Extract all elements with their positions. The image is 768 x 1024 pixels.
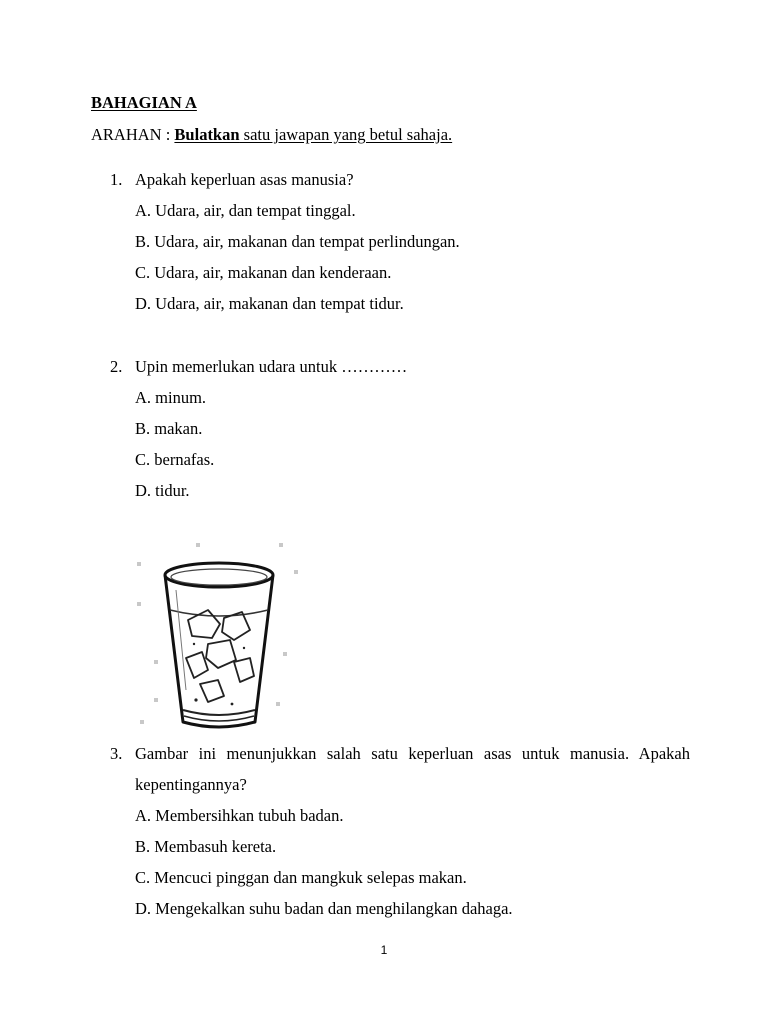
instruction-keyword: Bulatkan [174,125,240,144]
options-list [110,195,690,319]
option-c[interactable]: C. Udara, air, makanan dan kenderaan. [135,263,392,282]
question-3 [110,738,690,924]
option-c[interactable]: C. Mencuci pinggan dan mangkuk selepas makan. [135,868,467,887]
option-b[interactable]: B. makan. [135,419,203,438]
question-number: 2. [110,357,123,376]
question-text: Gambar ini menunjukkan salah satu keperluan asas untuk manusia. Apakah kepentingannya? [135,744,690,794]
question-1 [110,164,690,319]
question-text: Upin memerlukan udara untuk ………… [135,357,408,376]
option-a[interactable]: A. Udara, air, dan tempat tinggal. [135,201,356,220]
option-b[interactable]: B. Udara, air, makanan dan tempat perlindungan. [135,232,460,251]
instruction-rest: satu jawapan yang betul sahaja. [239,125,453,144]
options-list [110,800,690,924]
option-d[interactable]: D. Udara, air, makanan dan tempat tidur. [135,294,404,313]
option-d[interactable]: D. Mengekalkan suhu badan dan menghilangkan dahaga. [135,899,513,918]
option-a[interactable]: A. minum. [135,388,207,407]
question-number: 3. [110,744,123,763]
option-d[interactable]: D. tidur. [135,481,190,500]
question-2 [110,351,690,506]
option-a[interactable]: A. Membersihkan tubuh badan. [135,806,344,825]
section-title: BAHAGIAN A [91,93,197,112]
option-b[interactable]: B. Membasuh kereta. [135,837,277,856]
instruction-prefix: ARAHAN : [91,125,175,144]
option-c[interactable]: C. bernafas. [135,450,215,469]
question-text: Apakah keperluan asas manusia? [135,170,354,189]
glass-of-ice-water-icon [136,540,302,732]
options-list [110,382,690,506]
instruction [91,125,452,145]
question-number: 1. [110,170,123,189]
page-number: 1 [380,943,388,957]
